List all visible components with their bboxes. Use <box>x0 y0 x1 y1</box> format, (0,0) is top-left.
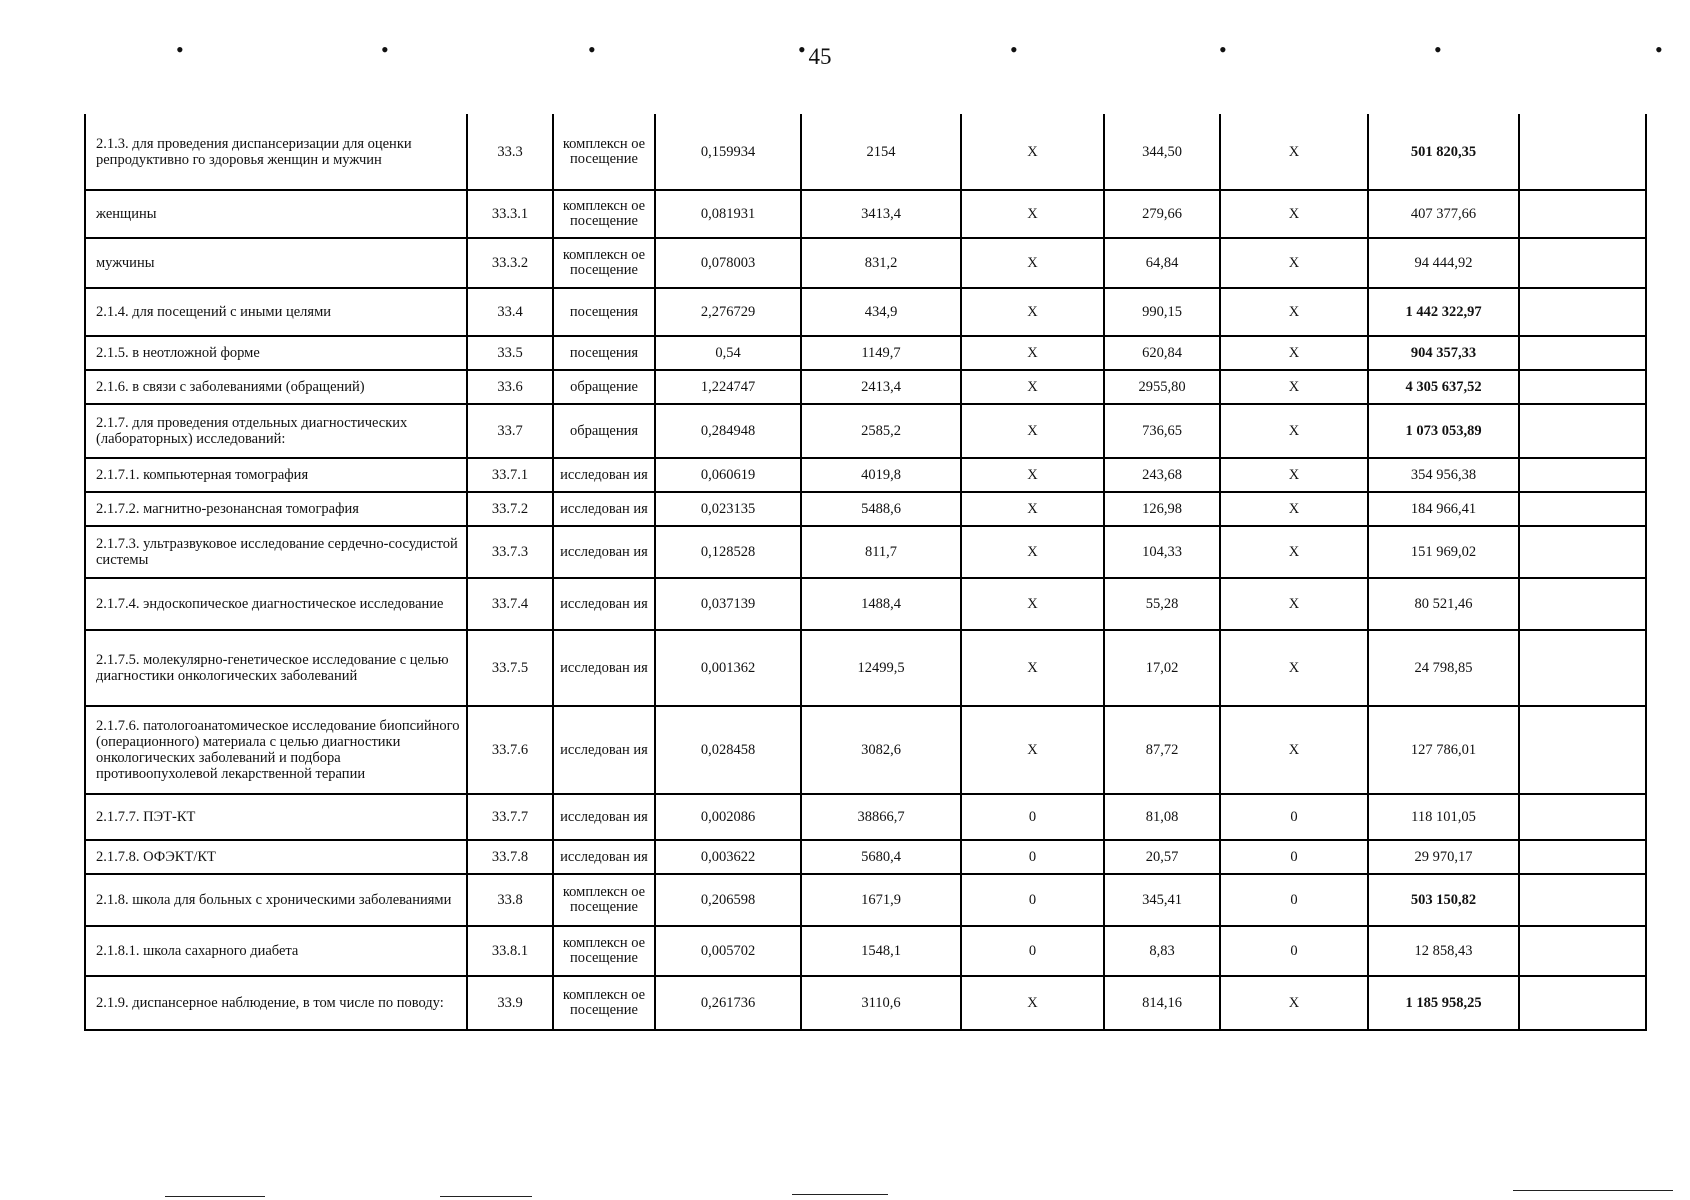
row-total: 904 357,33 <box>1368 336 1519 370</box>
row-norm: 0,261736 <box>655 976 801 1030</box>
row-norm: 0,206598 <box>655 874 801 926</box>
row-cost: 38866,7 <box>801 794 961 840</box>
row-norm: 0,037139 <box>655 578 801 630</box>
row-number: 33.5 <box>467 336 553 370</box>
row-name: 2.1.7.2. магнитно-резонансная томография <box>85 492 467 526</box>
table-row <box>85 840 1646 874</box>
row-norm: 0,284948 <box>655 404 801 458</box>
row-col7: 345,41 <box>1104 874 1220 926</box>
row-col6: X <box>961 114 1104 190</box>
row-name: 2.1.6. в связи с заболеваниями (обращений) <box>85 370 467 404</box>
row-col6: 0 <box>961 926 1104 976</box>
footer-rule <box>792 1194 888 1195</box>
row-col8: X <box>1220 578 1368 630</box>
row-col6: X <box>961 630 1104 706</box>
row-col7: 104,33 <box>1104 526 1220 578</box>
row-number: 33.7.2 <box>467 492 553 526</box>
table-row <box>85 794 1646 840</box>
row-empty <box>1519 976 1646 1030</box>
row-unit: обращения <box>553 404 655 458</box>
row-col7: 64,84 <box>1104 238 1220 288</box>
row-empty <box>1519 840 1646 874</box>
table-row <box>85 404 1646 458</box>
row-number: 33.3.1 <box>467 190 553 238</box>
row-total: 94 444,92 <box>1368 238 1519 288</box>
row-cost: 434,9 <box>801 288 961 336</box>
row-col7: 814,16 <box>1104 976 1220 1030</box>
row-total: 4 305 637,52 <box>1368 370 1519 404</box>
row-total: 501 820,35 <box>1368 114 1519 190</box>
row-cost: 831,2 <box>801 238 961 288</box>
row-col7: 620,84 <box>1104 336 1220 370</box>
row-unit: исследован ия <box>553 794 655 840</box>
row-empty <box>1519 370 1646 404</box>
row-norm: 0,078003 <box>655 238 801 288</box>
row-col6: 0 <box>961 794 1104 840</box>
row-norm: 0,060619 <box>655 458 801 492</box>
row-col8: X <box>1220 458 1368 492</box>
table-row <box>85 706 1646 794</box>
row-col6: 0 <box>961 840 1104 874</box>
row-norm: 0,001362 <box>655 630 801 706</box>
table-row <box>85 238 1646 288</box>
row-name: 2.1.7. для проведения отдельных диагностических (лабораторных) исследований: <box>85 404 467 458</box>
row-col8: 0 <box>1220 926 1368 976</box>
row-norm: 0,081931 <box>655 190 801 238</box>
row-cost: 4019,8 <box>801 458 961 492</box>
row-col7: 8,83 <box>1104 926 1220 976</box>
row-empty <box>1519 794 1646 840</box>
row-name: 2.1.7.3. ультразвуковое исследование сердечно-сосудистой системы <box>85 526 467 578</box>
row-col6: 0 <box>961 874 1104 926</box>
row-number: 33.7.8 <box>467 840 553 874</box>
row-empty <box>1519 874 1646 926</box>
row-col6: X <box>961 370 1104 404</box>
row-name: 2.1.7.7. ПЭТ-КТ <box>85 794 467 840</box>
row-total: 12 858,43 <box>1368 926 1519 976</box>
row-col7: 20,57 <box>1104 840 1220 874</box>
row-name: 2.1.7.6. патологоанатомическое исследование биопсийного (операционного) материала с целью диагностики онкологических заболеваний и подбора противоопухолевой лекарственной терапии <box>85 706 467 794</box>
row-name: 2.1.8. школа для больных с хроническими заболеваниями <box>85 874 467 926</box>
row-col7: 344,50 <box>1104 114 1220 190</box>
row-norm: 0,005702 <box>655 926 801 976</box>
row-unit: исследован ия <box>553 578 655 630</box>
row-col7: 126,98 <box>1104 492 1220 526</box>
row-col7: 81,08 <box>1104 794 1220 840</box>
row-number: 33.7.3 <box>467 526 553 578</box>
row-total: 127 786,01 <box>1368 706 1519 794</box>
table-row <box>85 370 1646 404</box>
row-col6: X <box>961 526 1104 578</box>
row-unit: исследован ия <box>553 840 655 874</box>
row-empty <box>1519 706 1646 794</box>
row-col8: X <box>1220 288 1368 336</box>
row-norm: 0,003622 <box>655 840 801 874</box>
data-table <box>84 114 1647 1031</box>
row-col6: X <box>961 190 1104 238</box>
page-number: 45 <box>808 44 832 69</box>
row-norm: 0,028458 <box>655 706 801 794</box>
row-cost: 5488,6 <box>801 492 961 526</box>
row-empty <box>1519 630 1646 706</box>
row-col6: X <box>961 404 1104 458</box>
table-row <box>85 874 1646 926</box>
row-total: 24 798,85 <box>1368 630 1519 706</box>
table-row <box>85 926 1646 976</box>
row-empty <box>1519 492 1646 526</box>
row-name: 2.1.4. для посещений с иными целями <box>85 288 467 336</box>
row-col8: X <box>1220 336 1368 370</box>
row-unit: комплексн ое посещение <box>553 976 655 1030</box>
row-name: 2.1.9. диспансерное наблюдение, в том числе по поводу: <box>85 976 467 1030</box>
row-unit: посещения <box>553 288 655 336</box>
row-cost: 1149,7 <box>801 336 961 370</box>
row-number: 33.7.7 <box>467 794 553 840</box>
row-norm: 2,276729 <box>655 288 801 336</box>
row-col6: X <box>961 492 1104 526</box>
row-name: 2.1.3. для проведения диспансеризации для оценки репродуктивно го здоровья женщин и мужчин <box>85 114 467 190</box>
row-name: женщины <box>85 190 467 238</box>
row-empty <box>1519 114 1646 190</box>
row-number: 33.9 <box>467 976 553 1030</box>
row-total: 1 073 053,89 <box>1368 404 1519 458</box>
table-row <box>85 526 1646 578</box>
row-col8: X <box>1220 190 1368 238</box>
row-col7: 2955,80 <box>1104 370 1220 404</box>
row-number: 33.7 <box>467 404 553 458</box>
row-col8: X <box>1220 492 1368 526</box>
row-number: 33.6 <box>467 370 553 404</box>
row-number: 33.3 <box>467 114 553 190</box>
row-total: 354 956,38 <box>1368 458 1519 492</box>
row-number: 33.8 <box>467 874 553 926</box>
table-row <box>85 976 1646 1030</box>
row-norm: 0,002086 <box>655 794 801 840</box>
row-cost: 2413,4 <box>801 370 961 404</box>
row-col8: X <box>1220 976 1368 1030</box>
row-total: 1 185 958,25 <box>1368 976 1519 1030</box>
row-col8: X <box>1220 404 1368 458</box>
row-norm: 1,224747 <box>655 370 801 404</box>
row-number: 33.7.6 <box>467 706 553 794</box>
row-norm: 0,159934 <box>655 114 801 190</box>
row-name: 2.1.8.1. школа сахарного диабета <box>85 926 467 976</box>
row-col7: 55,28 <box>1104 578 1220 630</box>
table-body <box>85 114 1646 1030</box>
row-unit: исследован ия <box>553 526 655 578</box>
table-row <box>85 190 1646 238</box>
scan-dots: • • • • • • • • <box>176 37 1663 62</box>
row-norm: 0,128528 <box>655 526 801 578</box>
row-cost: 811,7 <box>801 526 961 578</box>
row-unit: исследован ия <box>553 492 655 526</box>
table-row <box>85 288 1646 336</box>
row-cost: 2585,2 <box>801 404 961 458</box>
row-unit: обращение <box>553 370 655 404</box>
row-unit: комплексн ое посещение <box>553 926 655 976</box>
row-col8: X <box>1220 114 1368 190</box>
row-col6: X <box>961 706 1104 794</box>
row-col6: X <box>961 578 1104 630</box>
row-name: мужчины <box>85 238 467 288</box>
row-cost: 1548,1 <box>801 926 961 976</box>
row-col8: 0 <box>1220 794 1368 840</box>
row-col8: 0 <box>1220 874 1368 926</box>
row-name: 2.1.7.5. молекулярно-генетическое исследование с целью диагностики онкологических заболеваний <box>85 630 467 706</box>
row-unit: комплексн ое посещение <box>553 874 655 926</box>
row-total: 151 969,02 <box>1368 526 1519 578</box>
row-total: 118 101,05 <box>1368 794 1519 840</box>
row-col8: X <box>1220 238 1368 288</box>
row-number: 33.4 <box>467 288 553 336</box>
row-col8: X <box>1220 706 1368 794</box>
row-empty <box>1519 458 1646 492</box>
row-col8: 0 <box>1220 840 1368 874</box>
footer-rule <box>165 1196 265 1197</box>
table-row <box>85 492 1646 526</box>
row-col7: 17,02 <box>1104 630 1220 706</box>
table-row <box>85 630 1646 706</box>
row-number: 33.3.2 <box>467 238 553 288</box>
footer-rule <box>1513 1190 1673 1191</box>
table-row <box>85 458 1646 492</box>
row-col8: X <box>1220 370 1368 404</box>
row-total: 1 442 322,97 <box>1368 288 1519 336</box>
row-empty <box>1519 404 1646 458</box>
row-cost: 3082,6 <box>801 706 961 794</box>
row-name: 2.1.7.8. ОФЭКТ/КТ <box>85 840 467 874</box>
row-empty <box>1519 526 1646 578</box>
row-norm: 0,54 <box>655 336 801 370</box>
row-total: 503 150,82 <box>1368 874 1519 926</box>
row-empty <box>1519 288 1646 336</box>
row-empty <box>1519 926 1646 976</box>
row-name: 2.1.7.4. эндоскопическое диагностическое исследование <box>85 578 467 630</box>
row-total: 407 377,66 <box>1368 190 1519 238</box>
row-col8: X <box>1220 630 1368 706</box>
row-cost: 5680,4 <box>801 840 961 874</box>
row-empty <box>1519 578 1646 630</box>
row-col6: X <box>961 288 1104 336</box>
row-name: 2.1.7.1. компьютерная томография <box>85 458 467 492</box>
footer-rule <box>440 1196 532 1197</box>
row-col7: 87,72 <box>1104 706 1220 794</box>
row-number: 33.7.1 <box>467 458 553 492</box>
row-col7: 243,68 <box>1104 458 1220 492</box>
row-number: 33.7.5 <box>467 630 553 706</box>
row-total: 29 970,17 <box>1368 840 1519 874</box>
table-row <box>85 578 1646 630</box>
row-col6: X <box>961 336 1104 370</box>
row-unit: исследован ия <box>553 630 655 706</box>
row-cost: 1488,4 <box>801 578 961 630</box>
row-cost: 3110,6 <box>801 976 961 1030</box>
row-number: 33.8.1 <box>467 926 553 976</box>
row-col6: X <box>961 976 1104 1030</box>
row-col7: 990,15 <box>1104 288 1220 336</box>
row-unit: комплексн ое посещение <box>553 190 655 238</box>
row-empty <box>1519 238 1646 288</box>
row-name: 2.1.5. в неотложной форме <box>85 336 467 370</box>
row-empty <box>1519 190 1646 238</box>
row-norm: 0,023135 <box>655 492 801 526</box>
row-unit: комплексн ое посещение <box>553 238 655 288</box>
row-number: 33.7.4 <box>467 578 553 630</box>
row-unit: комплексн ое посещение <box>553 114 655 190</box>
table-row <box>85 114 1646 190</box>
row-unit: посещения <box>553 336 655 370</box>
row-total: 80 521,46 <box>1368 578 1519 630</box>
row-col7: 736,65 <box>1104 404 1220 458</box>
row-col6: X <box>961 238 1104 288</box>
row-empty <box>1519 336 1646 370</box>
row-col7: 279,66 <box>1104 190 1220 238</box>
row-unit: исследован ия <box>553 458 655 492</box>
row-cost: 12499,5 <box>801 630 961 706</box>
row-unit: исследован ия <box>553 706 655 794</box>
row-cost: 2154 <box>801 114 961 190</box>
row-col8: X <box>1220 526 1368 578</box>
row-col6: X <box>961 458 1104 492</box>
row-total: 184 966,41 <box>1368 492 1519 526</box>
row-cost: 3413,4 <box>801 190 961 238</box>
row-cost: 1671,9 <box>801 874 961 926</box>
table-row <box>85 336 1646 370</box>
